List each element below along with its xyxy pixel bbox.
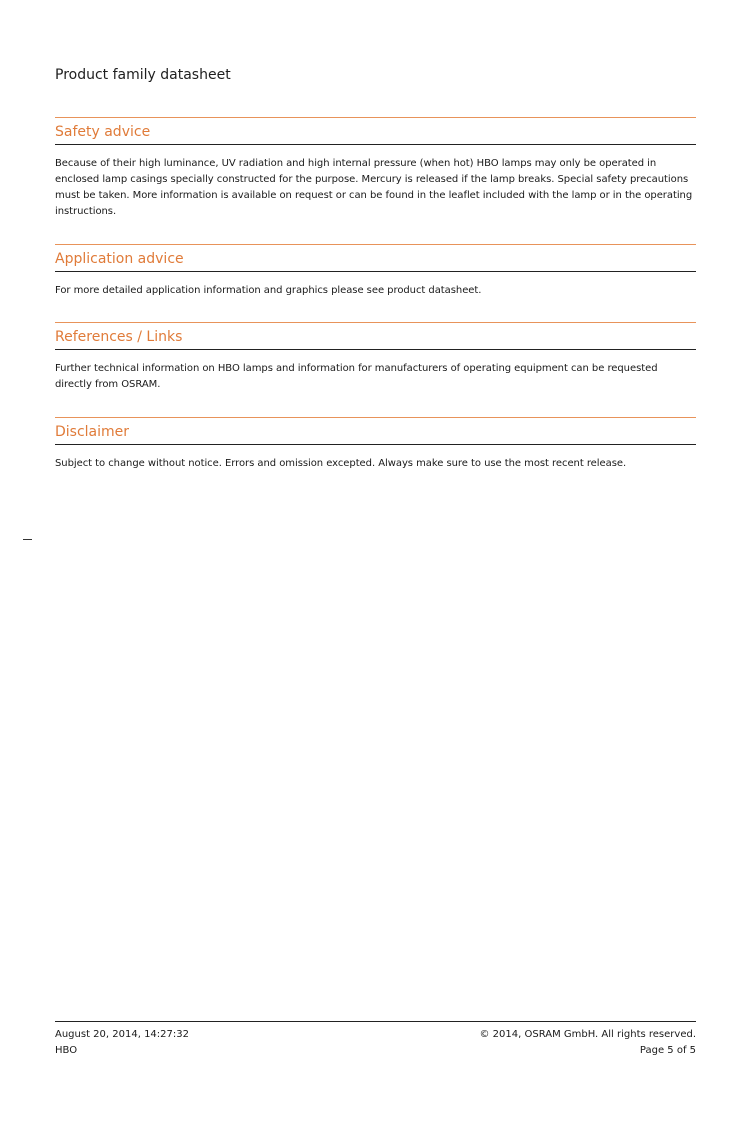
section-body: For more detailed application information and graphics please see product datasheet. (55, 285, 482, 296)
footer-product: HBO (55, 1045, 78, 1056)
section-body: Further technical information on HBO lamps and information for manufacturers of operating equipment can be requested directly from OSRAM. (55, 363, 658, 390)
section-header (55, 244, 696, 272)
footer-left (55, 1027, 189, 1059)
section-header (55, 117, 696, 145)
footer-right (479, 1027, 696, 1059)
section-title: Safety advice (55, 124, 151, 140)
section-safety-advice (55, 117, 696, 220)
section-disclaimer (55, 417, 696, 472)
margin-mark (23, 539, 32, 540)
page-footer (55, 1021, 696, 1056)
page-title: Product family datasheet (55, 67, 231, 83)
section-body: Subject to change without notice. Errors and omission excepted. Always make sure to use the most recent release. (55, 458, 627, 469)
section-title: References / Links (55, 329, 183, 345)
footer-date: August 20, 2014, 14:27:32 (55, 1029, 189, 1040)
section-title: Disclaimer (55, 424, 130, 440)
section-application-advice (55, 244, 696, 299)
footer-page-number: Page 5 of 5 (639, 1045, 696, 1056)
section-title: Application advice (55, 251, 184, 267)
section-header (55, 322, 696, 350)
section-references-links (55, 322, 696, 393)
footer-copyright: © 2014, OSRAM GmbH. All rights reserved. (479, 1029, 696, 1040)
section-body: Because of their high luminance, UV radiation and high internal pressure (when hot) HBO lamps may only be operated in enclosed lamp casings specially constructed for the purpose. Mercury is released if the lamp breaks. Special safety precautions must be taken. More information is available on request or can be found in the leaflet included with the lamp or in the operating instructions. (55, 158, 693, 217)
section-header (55, 417, 696, 445)
